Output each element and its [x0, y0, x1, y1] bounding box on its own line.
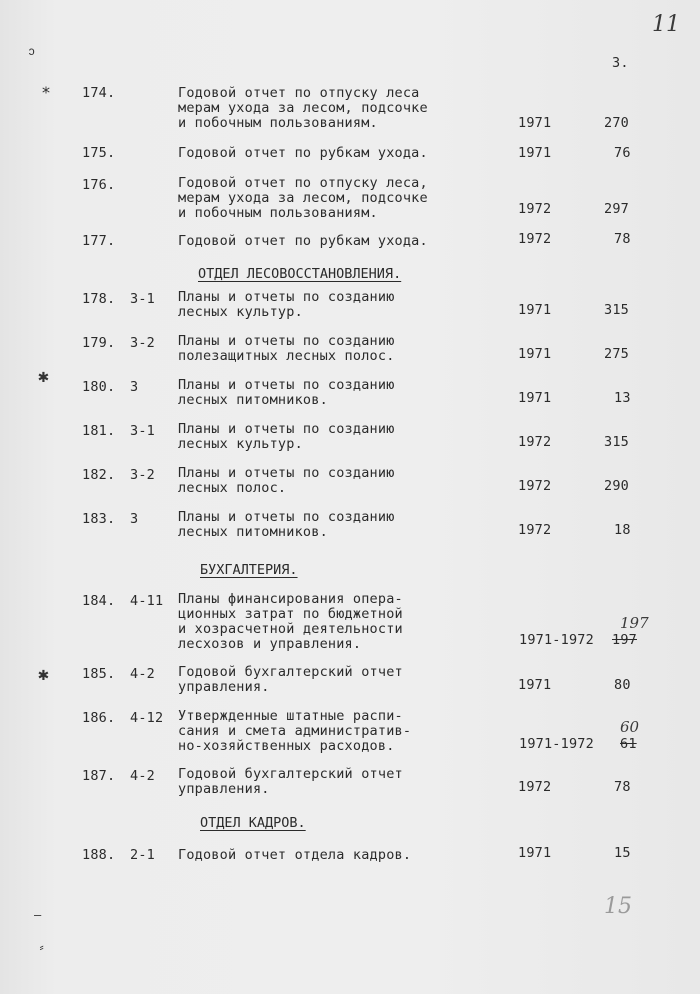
entry-title-line: Планы и отчеты по созданию — [178, 333, 395, 349]
entry-code: 3 — [130, 379, 139, 395]
entry-number: 181. — [82, 423, 116, 439]
page-number: 3. — [612, 55, 629, 71]
entry-title-line: лесных питомников. — [178, 524, 328, 540]
entry-number: 186. — [82, 710, 116, 726]
struck-count: 197 — [612, 632, 637, 648]
entry-title-line: сания и смета административ- — [178, 723, 412, 739]
entry-title-line: Годовой отчет по рубкам ухода. — [178, 233, 428, 249]
entry-title-line: управления. — [178, 679, 270, 695]
entry-number: 185. — [82, 666, 116, 682]
entry-title-line: Годовой отчет по рубкам ухода. — [178, 145, 428, 161]
section-heading: ОТДЕЛ КАДРОВ. — [200, 815, 306, 831]
entry-title-line: лесхозов и управления. — [178, 636, 362, 652]
entry-count: 13 — [614, 390, 631, 406]
entry-count: 270 — [604, 115, 629, 131]
entry-year: 1971 — [518, 390, 552, 406]
margin-mark: ↄ — [28, 44, 36, 58]
entry-number: 184. — [82, 593, 116, 609]
entry-number: 179. — [82, 335, 116, 351]
entry-number: 183. — [82, 511, 116, 527]
entry-title-line: управления. — [178, 781, 270, 797]
entry-title-line: и хозрасчетной деятельности — [178, 621, 403, 637]
entry-code: 3-1 — [130, 423, 155, 439]
entry-year: 1972 — [518, 522, 552, 538]
entry-title-line: но-хозяйственных расходов. — [178, 738, 395, 754]
entry-title-line: Годовой бухгалтерский отчет — [178, 664, 403, 680]
section-heading: БУХГАЛТЕРИЯ. — [200, 562, 298, 578]
entry-title-line: полезащитных лесных полос. — [178, 348, 395, 364]
entry-number: 188. — [82, 847, 116, 863]
entry-count: 80 — [614, 677, 631, 693]
entry-year: 1972 — [518, 478, 552, 494]
entry-year: 1971 — [518, 115, 552, 131]
entry-number: 175. — [82, 145, 116, 161]
margin-mark: ✱ — [38, 664, 49, 685]
entry-year: 1971 — [518, 346, 552, 362]
margin-mark: – — [34, 908, 42, 922]
entry-number: 178. — [82, 291, 116, 307]
entry-year: 1971 — [518, 845, 552, 861]
entry-title-line: и побочным пользованиям. — [178, 115, 378, 131]
bottom-handwritten-number: 15 — [604, 894, 632, 919]
entry-year: 1971-1972 — [519, 632, 594, 648]
entry-title-line: мерам ухода за лесом, подсочке — [178, 100, 428, 116]
entry-number: 177. — [82, 233, 116, 249]
entry-title-line: лесных полос. — [178, 480, 287, 496]
entry-year: 1971 — [518, 677, 552, 693]
entry-title-line: и побочным пользованиям. — [178, 205, 378, 221]
corrected-count: 60 — [620, 718, 640, 736]
entry-title-line: лесных культур. — [178, 304, 303, 320]
entry-year: 1971 — [518, 145, 552, 161]
entry-code: 3-2 — [130, 335, 155, 351]
entry-code: 2-1 — [130, 847, 155, 863]
entry-year: 1972 — [518, 231, 552, 247]
entry-code: 4-12 — [130, 710, 164, 726]
entry-title-line: мерам ухода за лесом, подсочке — [178, 190, 428, 206]
struck-count: 61 — [620, 736, 637, 752]
margin-mark: ✱ — [38, 366, 49, 387]
entry-title-line: Планы и отчеты по созданию — [178, 465, 395, 481]
entry-number: 174. — [82, 85, 116, 101]
entry-count: 15 — [614, 845, 631, 861]
entry-number: 182. — [82, 467, 116, 483]
entry-year: 1972 — [518, 201, 552, 217]
entry-number: 176. — [82, 177, 116, 193]
entry-year: 1971-1972 — [519, 736, 594, 752]
entry-title-line: Планы финансирования опера- — [178, 591, 403, 607]
entry-title-line: Годовой бухгалтерский отчет — [178, 766, 403, 782]
entry-code: 3-1 — [130, 291, 155, 307]
entry-number: 180. — [82, 379, 116, 395]
entry-number: 187. — [82, 768, 116, 784]
entry-title-line: лесных культур. — [178, 436, 303, 452]
entry-code: 3 — [130, 511, 139, 527]
entry-title-line: Планы и отчеты по созданию — [178, 289, 395, 305]
entry-code: 4-2 — [130, 768, 155, 784]
entry-code: 4-11 — [130, 593, 164, 609]
entry-title-line: Годовой отчет по отпуску леса, — [178, 175, 428, 191]
entry-title-line: ционных затрат по бюджетной — [178, 606, 403, 622]
entry-code: 4-2 — [130, 666, 155, 682]
entry-count: 78 — [614, 231, 631, 247]
entry-count: 290 — [604, 478, 629, 494]
corrected-count: 197 — [620, 614, 649, 632]
entry-year: 1972 — [518, 779, 552, 795]
entry-count: 18 — [614, 522, 631, 538]
entry-count: 275 — [604, 346, 629, 362]
entry-title-line: Планы и отчеты по созданию — [178, 421, 395, 437]
entry-count: 76 — [614, 145, 631, 161]
entry-count: 315 — [604, 302, 629, 318]
entry-title-line: Годовой отчет отдела кадров. — [178, 847, 412, 863]
section-heading: ОТДЕЛ ЛЕСОВОССТАНОВЛЕНИЯ. — [198, 266, 402, 282]
margin-mark: ⸗ — [38, 940, 46, 954]
entry-title-line: лесных питомников. — [178, 392, 328, 408]
entry-year: 1972 — [518, 434, 552, 450]
margin-mark: ⁎ — [42, 78, 50, 97]
entry-count: 315 — [604, 434, 629, 450]
entry-title-line: Утвержденные штатные распи- — [178, 708, 403, 724]
entry-title-line: Планы и отчеты по созданию — [178, 509, 395, 525]
entry-count: 297 — [604, 201, 629, 217]
entry-title-line: Планы и отчеты по созданию — [178, 377, 395, 393]
entry-code: 3-2 — [130, 467, 155, 483]
sheet-number: 11 — [652, 12, 680, 37]
entry-year: 1971 — [518, 302, 552, 318]
entry-title-line: Годовой отчет по отпуску леса — [178, 85, 420, 101]
entry-count: 78 — [614, 779, 631, 795]
